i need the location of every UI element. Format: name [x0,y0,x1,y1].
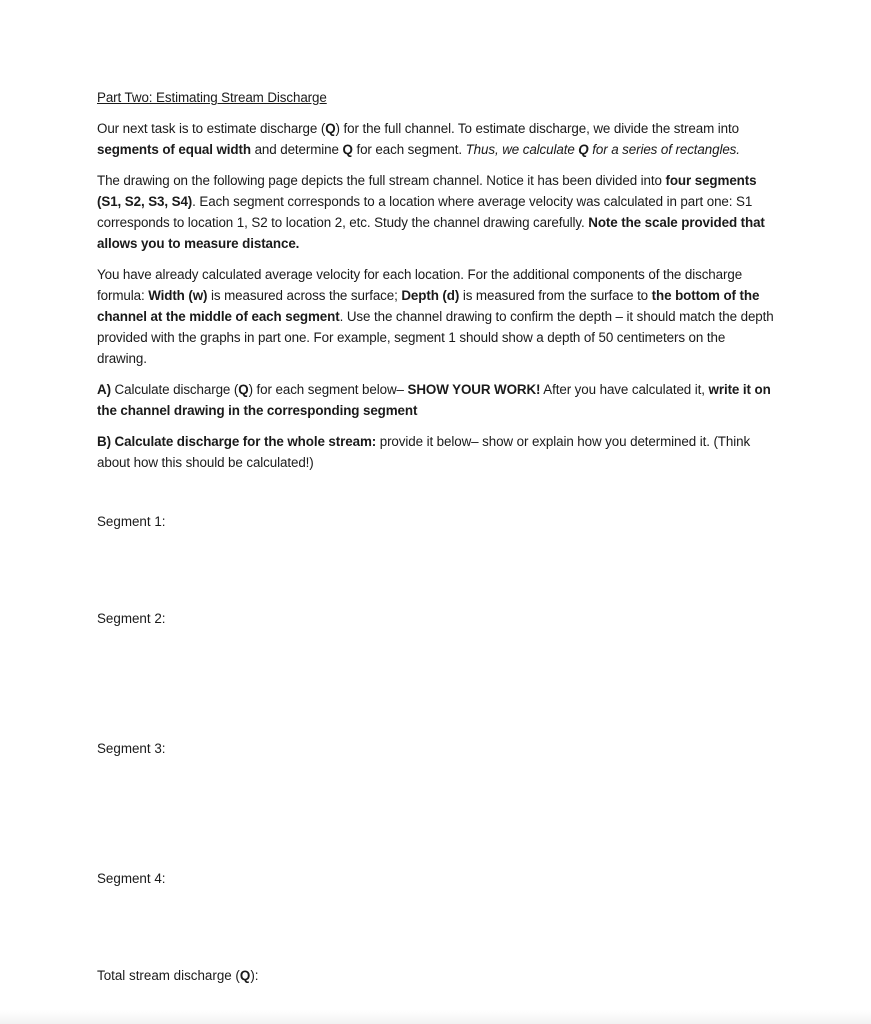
page-bottom-edge [0,1010,871,1024]
segment-3-label: Segment 3: [97,741,166,756]
intro-paragraph: Our next task is to estimate discharge (Q) for the full channel. To estimate discharge, we divide the stream into segments of equal width and determine Q for each segment. Thus, we calculate Q for a series of rectangles. [97,121,740,157]
drawing-paragraph: The drawing on the following page depicts the full stream channel. Notice it has been divided into four segments (S1, S2, S3, S4). Each segment corresponds to a location where average velocity was calculated in part one: S1 corresponds to location 1, S2 to location 2, etc. Study the channel drawing carefully. Note the scale provided that allows you to measure distance. [97,173,765,251]
instruction-b: B) Calculate discharge for the whole stream: provide it below– show or explain how you determined it. (Think about how this should be calculated!) [97,434,751,470]
document-body [97,87,777,483]
components-paragraph: You have already calculated average velocity for each location. For the additional components of the discharge formula: Width (w) is measured across the surface; Depth (d) is measured from the surface to the bottom of the channel at the middle of each segment. Use the channel drawing to confirm the depth – it should match the depth provided with the graphs in part one. For example, segment 1 should show a depth of 50 centimeters on the drawing. [97,267,774,366]
total-discharge-label: Total stream discharge (Q): [97,968,259,983]
segment-2-label: Segment 2: [97,611,166,626]
segment-4-label: Segment 4: [97,871,166,886]
segment-1-label: Segment 1: [97,514,166,529]
instruction-a: A) Calculate discharge (Q) for each segment below– SHOW YOUR WORK! After you have calculated it, write it on the channel drawing in the corresponding segment [97,382,771,418]
section-heading: Part Two: Estimating Stream Discharge [97,90,327,105]
